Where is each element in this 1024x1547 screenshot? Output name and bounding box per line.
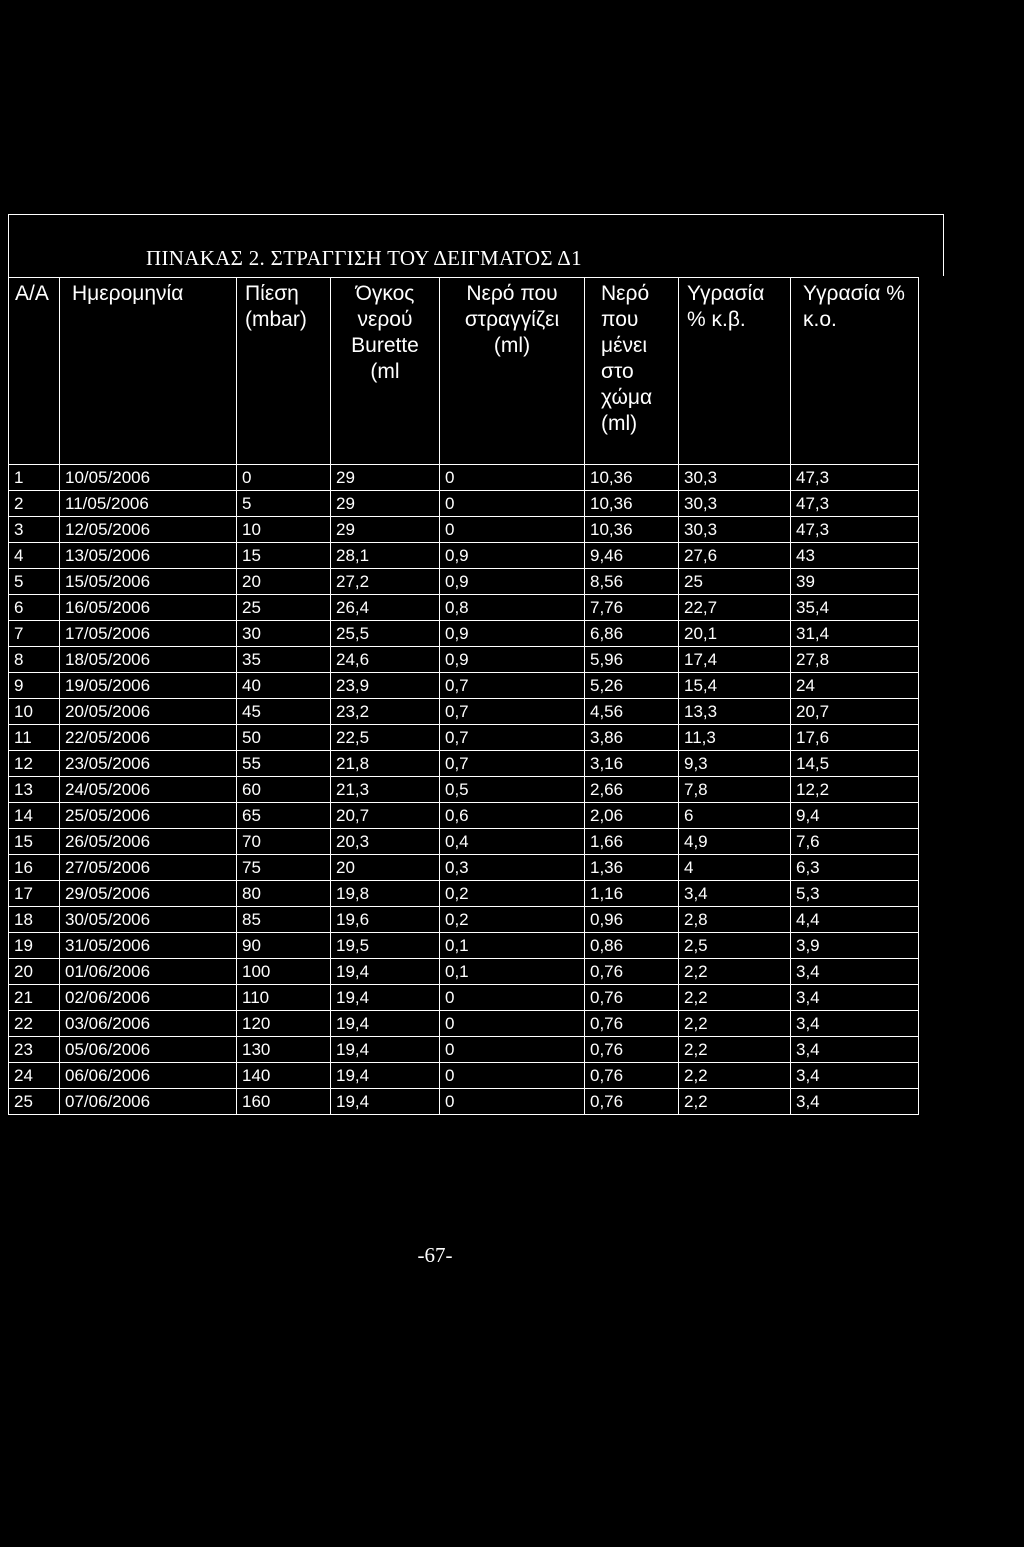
cell-moisture-volume: 47,3 bbox=[791, 465, 919, 491]
cell-serial: 21 bbox=[9, 985, 60, 1011]
table-row bbox=[9, 985, 919, 1011]
cell-drained-water: 0,7 bbox=[440, 673, 585, 699]
header-drained-water: Νερό που στραγγίζει (ml) bbox=[440, 278, 585, 465]
cell-moisture-volume: 3,4 bbox=[791, 1089, 919, 1115]
cell-serial: 10 bbox=[9, 699, 60, 725]
table-header bbox=[9, 278, 919, 465]
cell-remaining-water: 9,46 bbox=[585, 543, 679, 569]
cell-date: 29/05/2006 bbox=[60, 881, 237, 907]
cell-pressure: 25 bbox=[237, 595, 331, 621]
cell-date: 27/05/2006 bbox=[60, 855, 237, 881]
cell-moisture-weight: 4 bbox=[679, 855, 791, 881]
cell-moisture-volume: 39 bbox=[791, 569, 919, 595]
cell-date: 03/06/2006 bbox=[60, 1011, 237, 1037]
cell-serial: 23 bbox=[9, 1037, 60, 1063]
cell-remaining-water: 10,36 bbox=[585, 465, 679, 491]
cell-serial: 19 bbox=[9, 933, 60, 959]
header-moisture-volume: Υγρασία % κ.ο. bbox=[791, 278, 919, 465]
page-number: -67- bbox=[417, 1243, 453, 1267]
cell-remaining-water: 1,36 bbox=[585, 855, 679, 881]
table-row bbox=[9, 647, 919, 673]
cell-burette-volume: 19,4 bbox=[331, 959, 440, 985]
cell-moisture-weight: 11,3 bbox=[679, 725, 791, 751]
cell-serial: 1 bbox=[9, 465, 60, 491]
cell-drained-water: 0 bbox=[440, 491, 585, 517]
cell-date: 25/05/2006 bbox=[60, 803, 237, 829]
cell-remaining-water: 3,16 bbox=[585, 751, 679, 777]
table-body bbox=[9, 465, 919, 1115]
cell-moisture-weight: 3,4 bbox=[679, 881, 791, 907]
cell-burette-volume: 29 bbox=[331, 491, 440, 517]
table-row bbox=[9, 881, 919, 907]
header-serial: Α/Α bbox=[9, 278, 60, 465]
table-row bbox=[9, 803, 919, 829]
cell-moisture-volume: 47,3 bbox=[791, 491, 919, 517]
table-row bbox=[9, 517, 919, 543]
cell-moisture-volume: 3,4 bbox=[791, 1011, 919, 1037]
cell-serial: 18 bbox=[9, 907, 60, 933]
cell-moisture-weight: 15,4 bbox=[679, 673, 791, 699]
cell-burette-volume: 19,4 bbox=[331, 985, 440, 1011]
cell-moisture-volume: 9,4 bbox=[791, 803, 919, 829]
cell-date: 15/05/2006 bbox=[60, 569, 237, 595]
cell-pressure: 75 bbox=[237, 855, 331, 881]
header-burette-volume: Όγκος νερού Burette (ml bbox=[331, 278, 440, 465]
cell-moisture-weight: 2,2 bbox=[679, 1089, 791, 1115]
cell-pressure: 30 bbox=[237, 621, 331, 647]
table-row bbox=[9, 543, 919, 569]
cell-date: 12/05/2006 bbox=[60, 517, 237, 543]
cell-drained-water: 0 bbox=[440, 1089, 585, 1115]
cell-pressure: 0 bbox=[237, 465, 331, 491]
cell-moisture-volume: 3,4 bbox=[791, 985, 919, 1011]
cell-serial: 2 bbox=[9, 491, 60, 517]
cell-burette-volume: 20,3 bbox=[331, 829, 440, 855]
cell-date: 19/05/2006 bbox=[60, 673, 237, 699]
table-row bbox=[9, 491, 919, 517]
cell-moisture-weight: 2,2 bbox=[679, 1037, 791, 1063]
cell-drained-water: 0 bbox=[440, 1037, 585, 1063]
cell-moisture-weight: 30,3 bbox=[679, 517, 791, 543]
cell-drained-water: 0,1 bbox=[440, 933, 585, 959]
cell-date: 16/05/2006 bbox=[60, 595, 237, 621]
cell-remaining-water: 5,26 bbox=[585, 673, 679, 699]
cell-moisture-weight: 2,2 bbox=[679, 1011, 791, 1037]
cell-pressure: 20 bbox=[237, 569, 331, 595]
cell-burette-volume: 19,6 bbox=[331, 907, 440, 933]
cell-moisture-volume: 4,4 bbox=[791, 907, 919, 933]
cell-moisture-weight: 2,5 bbox=[679, 933, 791, 959]
cell-moisture-weight: 22,7 bbox=[679, 595, 791, 621]
cell-moisture-volume: 6,3 bbox=[791, 855, 919, 881]
cell-serial: 13 bbox=[9, 777, 60, 803]
cell-drained-water: 0 bbox=[440, 1063, 585, 1089]
cell-serial: 22 bbox=[9, 1011, 60, 1037]
cell-moisture-weight: 2,2 bbox=[679, 1063, 791, 1089]
cell-pressure: 140 bbox=[237, 1063, 331, 1089]
cell-pressure: 100 bbox=[237, 959, 331, 985]
table-row bbox=[9, 465, 919, 491]
cell-remaining-water: 0,96 bbox=[585, 907, 679, 933]
cell-drained-water: 0,9 bbox=[440, 543, 585, 569]
header-date: Ημερομηνία bbox=[60, 278, 237, 465]
cell-remaining-water: 2,66 bbox=[585, 777, 679, 803]
cell-moisture-volume: 47,3 bbox=[791, 517, 919, 543]
cell-serial: 24 bbox=[9, 1063, 60, 1089]
cell-serial: 11 bbox=[9, 725, 60, 751]
cell-date: 22/05/2006 bbox=[60, 725, 237, 751]
cell-date: 13/05/2006 bbox=[60, 543, 237, 569]
cell-drained-water: 0,9 bbox=[440, 647, 585, 673]
cell-drained-water: 0,2 bbox=[440, 881, 585, 907]
cell-date: 24/05/2006 bbox=[60, 777, 237, 803]
cell-moisture-volume: 35,4 bbox=[791, 595, 919, 621]
cell-date: 06/06/2006 bbox=[60, 1063, 237, 1089]
cell-moisture-weight: 25 bbox=[679, 569, 791, 595]
table-row bbox=[9, 959, 919, 985]
cell-drained-water: 0,7 bbox=[440, 751, 585, 777]
cell-date: 10/05/2006 bbox=[60, 465, 237, 491]
cell-moisture-weight: 30,3 bbox=[679, 491, 791, 517]
table-row bbox=[9, 1037, 919, 1063]
cell-date: 05/06/2006 bbox=[60, 1037, 237, 1063]
drainage-table bbox=[8, 277, 919, 1115]
cell-serial: 6 bbox=[9, 595, 60, 621]
table-row bbox=[9, 777, 919, 803]
cell-burette-volume: 25,5 bbox=[331, 621, 440, 647]
cell-burette-volume: 21,8 bbox=[331, 751, 440, 777]
header-remaining-water: Νερό που μένει στο χώμα (ml) bbox=[585, 278, 679, 465]
cell-pressure: 65 bbox=[237, 803, 331, 829]
cell-moisture-volume: 5,3 bbox=[791, 881, 919, 907]
cell-serial: 25 bbox=[9, 1089, 60, 1115]
cell-date: 30/05/2006 bbox=[60, 907, 237, 933]
cell-moisture-weight: 17,4 bbox=[679, 647, 791, 673]
cell-pressure: 40 bbox=[237, 673, 331, 699]
cell-date: 02/06/2006 bbox=[60, 985, 237, 1011]
cell-serial: 17 bbox=[9, 881, 60, 907]
cell-moisture-weight: 7,8 bbox=[679, 777, 791, 803]
cell-drained-water: 0,7 bbox=[440, 725, 585, 751]
cell-moisture-volume: 43 bbox=[791, 543, 919, 569]
cell-date: 07/06/2006 bbox=[60, 1089, 237, 1115]
table-row bbox=[9, 829, 919, 855]
cell-drained-water: 0,5 bbox=[440, 777, 585, 803]
cell-moisture-volume: 31,4 bbox=[791, 621, 919, 647]
table-frame-left-rule bbox=[8, 214, 9, 278]
cell-serial: 9 bbox=[9, 673, 60, 699]
cell-burette-volume: 24,6 bbox=[331, 647, 440, 673]
cell-serial: 14 bbox=[9, 803, 60, 829]
table-frame-right-rule bbox=[943, 214, 944, 276]
cell-pressure: 60 bbox=[237, 777, 331, 803]
cell-pressure: 130 bbox=[237, 1037, 331, 1063]
cell-moisture-volume: 3,9 bbox=[791, 933, 919, 959]
cell-moisture-volume: 3,4 bbox=[791, 1037, 919, 1063]
cell-drained-water: 0 bbox=[440, 465, 585, 491]
table-row bbox=[9, 621, 919, 647]
cell-moisture-volume: 20,7 bbox=[791, 699, 919, 725]
cell-serial: 4 bbox=[9, 543, 60, 569]
cell-serial: 20 bbox=[9, 959, 60, 985]
cell-drained-water: 0,2 bbox=[440, 907, 585, 933]
cell-remaining-water: 0,76 bbox=[585, 1037, 679, 1063]
cell-drained-water: 0,4 bbox=[440, 829, 585, 855]
cell-remaining-water: 0,76 bbox=[585, 1011, 679, 1037]
cell-moisture-volume: 12,2 bbox=[791, 777, 919, 803]
cell-remaining-water: 1,16 bbox=[585, 881, 679, 907]
cell-remaining-water: 2,06 bbox=[585, 803, 679, 829]
cell-date: 31/05/2006 bbox=[60, 933, 237, 959]
cell-moisture-volume: 27,8 bbox=[791, 647, 919, 673]
cell-date: 11/05/2006 bbox=[60, 491, 237, 517]
cell-burette-volume: 19,4 bbox=[331, 1011, 440, 1037]
table-row bbox=[9, 1063, 919, 1089]
cell-drained-water: 0 bbox=[440, 1011, 585, 1037]
cell-pressure: 45 bbox=[237, 699, 331, 725]
table-row bbox=[9, 725, 919, 751]
cell-burette-volume: 20 bbox=[331, 855, 440, 881]
table-row bbox=[9, 1089, 919, 1115]
cell-remaining-water: 0,86 bbox=[585, 933, 679, 959]
cell-moisture-volume: 3,4 bbox=[791, 959, 919, 985]
cell-burette-volume: 26,4 bbox=[331, 595, 440, 621]
cell-serial: 8 bbox=[9, 647, 60, 673]
cell-burette-volume: 23,9 bbox=[331, 673, 440, 699]
cell-moisture-volume: 24 bbox=[791, 673, 919, 699]
table-frame-top-rule bbox=[8, 214, 944, 215]
cell-drained-water: 0,9 bbox=[440, 569, 585, 595]
cell-pressure: 85 bbox=[237, 907, 331, 933]
cell-drained-water: 0,8 bbox=[440, 595, 585, 621]
cell-pressure: 15 bbox=[237, 543, 331, 569]
cell-moisture-weight: 2,2 bbox=[679, 959, 791, 985]
cell-moisture-weight: 20,1 bbox=[679, 621, 791, 647]
cell-burette-volume: 19,4 bbox=[331, 1037, 440, 1063]
cell-remaining-water: 6,86 bbox=[585, 621, 679, 647]
cell-remaining-water: 0,76 bbox=[585, 985, 679, 1011]
table-row bbox=[9, 699, 919, 725]
table-row bbox=[9, 855, 919, 881]
cell-moisture-weight: 27,6 bbox=[679, 543, 791, 569]
cell-remaining-water: 7,76 bbox=[585, 595, 679, 621]
cell-remaining-water: 4,56 bbox=[585, 699, 679, 725]
cell-drained-water: 0,3 bbox=[440, 855, 585, 881]
cell-remaining-water: 5,96 bbox=[585, 647, 679, 673]
header-pressure: Πίεση (mbar) bbox=[237, 278, 331, 465]
cell-burette-volume: 21,3 bbox=[331, 777, 440, 803]
table-row bbox=[9, 595, 919, 621]
cell-drained-water: 0 bbox=[440, 517, 585, 543]
cell-moisture-volume: 17,6 bbox=[791, 725, 919, 751]
table-row bbox=[9, 907, 919, 933]
header-moisture-weight: Υγρασία % κ.β. bbox=[679, 278, 791, 465]
cell-burette-volume: 28,1 bbox=[331, 543, 440, 569]
cell-date: 23/05/2006 bbox=[60, 751, 237, 777]
cell-serial: 15 bbox=[9, 829, 60, 855]
cell-burette-volume: 22,5 bbox=[331, 725, 440, 751]
cell-pressure: 55 bbox=[237, 751, 331, 777]
cell-remaining-water: 0,76 bbox=[585, 1063, 679, 1089]
cell-pressure: 120 bbox=[237, 1011, 331, 1037]
cell-moisture-weight: 2,2 bbox=[679, 985, 791, 1011]
cell-drained-water: 0 bbox=[440, 985, 585, 1011]
cell-date: 17/05/2006 bbox=[60, 621, 237, 647]
cell-date: 26/05/2006 bbox=[60, 829, 237, 855]
cell-moisture-weight: 13,3 bbox=[679, 699, 791, 725]
cell-moisture-volume: 7,6 bbox=[791, 829, 919, 855]
cell-moisture-weight: 4,9 bbox=[679, 829, 791, 855]
cell-moisture-weight: 30,3 bbox=[679, 465, 791, 491]
cell-moisture-weight: 9,3 bbox=[679, 751, 791, 777]
cell-serial: 7 bbox=[9, 621, 60, 647]
cell-remaining-water: 0,76 bbox=[585, 959, 679, 985]
cell-remaining-water: 3,86 bbox=[585, 725, 679, 751]
cell-date: 20/05/2006 bbox=[60, 699, 237, 725]
cell-drained-water: 0,1 bbox=[440, 959, 585, 985]
cell-serial: 12 bbox=[9, 751, 60, 777]
cell-drained-water: 0,6 bbox=[440, 803, 585, 829]
cell-drained-water: 0,9 bbox=[440, 621, 585, 647]
cell-moisture-volume: 3,4 bbox=[791, 1063, 919, 1089]
cell-pressure: 5 bbox=[237, 491, 331, 517]
cell-moisture-weight: 6 bbox=[679, 803, 791, 829]
cell-drained-water: 0,7 bbox=[440, 699, 585, 725]
cell-burette-volume: 19,8 bbox=[331, 881, 440, 907]
cell-burette-volume: 20,7 bbox=[331, 803, 440, 829]
cell-pressure: 80 bbox=[237, 881, 331, 907]
cell-pressure: 50 bbox=[237, 725, 331, 751]
cell-serial: 3 bbox=[9, 517, 60, 543]
cell-serial: 16 bbox=[9, 855, 60, 881]
cell-date: 01/06/2006 bbox=[60, 959, 237, 985]
cell-burette-volume: 19,4 bbox=[331, 1063, 440, 1089]
cell-burette-volume: 23,2 bbox=[331, 699, 440, 725]
cell-burette-volume: 27,2 bbox=[331, 569, 440, 595]
cell-pressure: 70 bbox=[237, 829, 331, 855]
table-title: ΠΙΝΑΚΑΣ 2. ΣΤΡΑΓΓΙΣΗ ΤΟΥ ΔΕΙΓΜΑΤΟΣ Δ1 bbox=[146, 246, 582, 270]
cell-burette-volume: 29 bbox=[331, 465, 440, 491]
cell-remaining-water: 10,36 bbox=[585, 491, 679, 517]
cell-pressure: 10 bbox=[237, 517, 331, 543]
cell-serial: 5 bbox=[9, 569, 60, 595]
cell-remaining-water: 10,36 bbox=[585, 517, 679, 543]
table-row bbox=[9, 751, 919, 777]
cell-moisture-volume: 14,5 bbox=[791, 751, 919, 777]
cell-remaining-water: 8,56 bbox=[585, 569, 679, 595]
table-row bbox=[9, 673, 919, 699]
table-row bbox=[9, 569, 919, 595]
cell-burette-volume: 29 bbox=[331, 517, 440, 543]
cell-pressure: 35 bbox=[237, 647, 331, 673]
table-row bbox=[9, 1011, 919, 1037]
cell-remaining-water: 1,66 bbox=[585, 829, 679, 855]
cell-date: 18/05/2006 bbox=[60, 647, 237, 673]
cell-pressure: 110 bbox=[237, 985, 331, 1011]
header-row bbox=[9, 278, 919, 465]
cell-moisture-weight: 2,8 bbox=[679, 907, 791, 933]
cell-pressure: 90 bbox=[237, 933, 331, 959]
cell-remaining-water: 0,76 bbox=[585, 1089, 679, 1115]
cell-pressure: 160 bbox=[237, 1089, 331, 1115]
table-row bbox=[9, 933, 919, 959]
cell-burette-volume: 19,5 bbox=[331, 933, 440, 959]
cell-burette-volume: 19,4 bbox=[331, 1089, 440, 1115]
